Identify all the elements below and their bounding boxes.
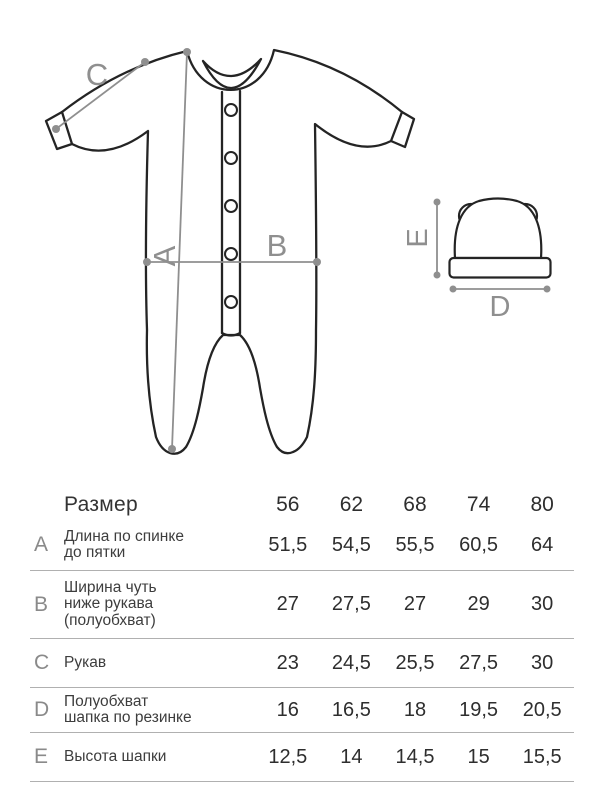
cell-value: 15,5 <box>522 745 562 768</box>
size-column-header: 68 <box>403 493 427 516</box>
measure-dot <box>544 286 551 293</box>
row-label <box>62 580 256 630</box>
cell-value: 27 <box>276 593 299 615</box>
row-label <box>62 694 256 727</box>
measure-label-d: D <box>489 291 511 323</box>
measure-dot <box>313 258 321 266</box>
hat-dome <box>455 199 542 259</box>
cell-value: 12,5 <box>268 745 308 768</box>
row-label-line: Ширина чуть <box>64 578 157 596</box>
measure-dot <box>168 445 176 453</box>
measure-dot <box>52 125 60 133</box>
row-label <box>62 749 256 766</box>
row-label-line: Рукав <box>64 653 107 671</box>
cell-value: 27,5 <box>459 651 499 674</box>
row-label-line: Высота шапки <box>64 747 167 765</box>
cell-value: 19,5 <box>459 698 499 721</box>
measure-label-a: A <box>147 245 182 267</box>
cell-value: 30 <box>531 593 554 615</box>
cell-value: 29 <box>467 593 490 615</box>
size-table <box>30 490 574 782</box>
table-row <box>30 639 574 688</box>
table-row <box>30 571 574 639</box>
cell-value: 30 <box>531 651 554 674</box>
cell-value: 54,5 <box>331 533 371 556</box>
measure-label-e: E <box>402 228 434 248</box>
cell-value: 16 <box>276 698 299 721</box>
cell-value: 25,5 <box>395 651 435 674</box>
cell-value: 18 <box>403 698 427 721</box>
table-row <box>30 520 574 571</box>
hat-brim <box>450 258 551 278</box>
hat-drawing <box>450 199 551 278</box>
button-icon <box>225 296 237 308</box>
button-icon <box>225 200 237 212</box>
cell-value: 51,5 <box>268 533 308 556</box>
size-column-header: 74 <box>466 493 491 516</box>
cell-value: 24,5 <box>331 651 371 674</box>
row-letter: D <box>34 698 50 721</box>
button-icon <box>225 152 237 164</box>
size-column-header: 56 <box>276 493 300 516</box>
cell-value: 27,5 <box>331 593 371 615</box>
button-icon <box>225 104 237 116</box>
button-icon <box>225 248 237 260</box>
measure-dot <box>141 58 149 66</box>
table-row <box>30 733 574 782</box>
table-header-row <box>30 490 574 520</box>
row-letter: B <box>34 592 49 616</box>
measure-label-c: C <box>85 57 109 92</box>
size-column-header: 80 <box>530 493 554 516</box>
cell-value: 14,5 <box>395 745 435 768</box>
row-label-line: (полуобхват) <box>64 611 156 629</box>
row-label-line: до пятки <box>64 544 126 561</box>
measure-dot <box>434 272 441 279</box>
measure-dot <box>183 48 191 56</box>
row-letter: A <box>34 533 49 556</box>
measure-dot <box>434 199 441 206</box>
cell-value: 64 <box>531 533 554 556</box>
table-row <box>30 688 574 733</box>
onesie-drawing <box>46 50 414 454</box>
row-label-line: Полуобхват <box>64 692 149 710</box>
size-column-header: 62 <box>339 493 364 516</box>
row-label-line: ниже рукава <box>64 595 154 613</box>
cell-value: 60,5 <box>459 533 499 556</box>
cell-value: 20,5 <box>522 698 562 721</box>
cell-value: 15 <box>467 745 490 768</box>
cell-value: 55,5 <box>395 533 435 556</box>
cell-value: 14 <box>340 745 363 768</box>
row-label-line: шапка по резинке <box>64 709 192 726</box>
table-header-label: Размер <box>64 492 138 516</box>
row-label-line: Длина по спинке <box>64 527 184 545</box>
row-label <box>62 655 256 672</box>
row-letter: E <box>34 745 49 768</box>
row-letter: C <box>34 651 50 674</box>
measure-label-b: B <box>266 228 288 263</box>
row-label <box>62 529 256 562</box>
cell-value: 23 <box>276 651 299 674</box>
measure-dot <box>450 286 457 293</box>
cell-value: 16,5 <box>331 698 371 721</box>
cell-value: 27 <box>403 593 427 615</box>
